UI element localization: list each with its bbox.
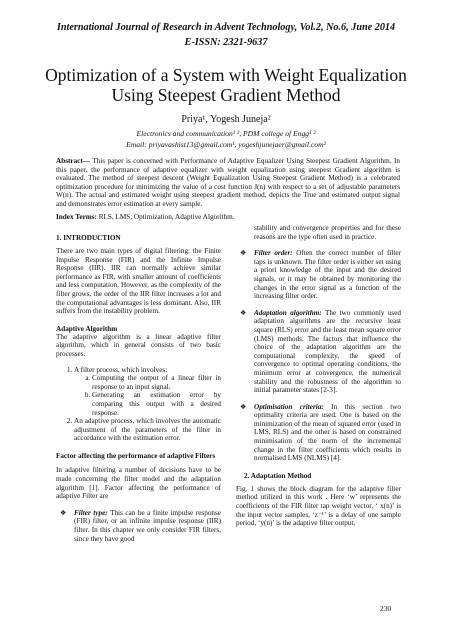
filter-order-text: Often the correct number of filter taps is unknown. The filter order is either set using a priori knowledge of the input and the desired signals, or it may be obtained by monitoring the changes in the error signal as a function of the increasing filter order. bbox=[254, 249, 401, 301]
adaptation-algorithm-text: The two commonly used adaptation algorithms are the recursive least square (RLS) error and the least mean square error (LMS) methods. The factors that influence the choice of the adaptation algorithm are the computational complexity, the speed of convergence to optimal operating conditions, the minimum error at convergence, the numerical stability and the robustness of the algorithm to initial parameter states [2-3]. bbox=[254, 308, 401, 395]
diamond-bullet-icon: ❖ bbox=[60, 508, 67, 517]
adaptive-algorithm-heading: Adaptive Algorithm bbox=[56, 324, 118, 333]
introduction-text: There are two main types of digital filtering: the Finite Impulse Response (FIR) and the Infinite Impulse Response (IIR). IIR can normally achieve similar performance as FIR, with smaller amount of coefficients and less computation. However, as the complexity of the filter grows, the order of the IIR filter increases a lot and the computational advantages is less dominant. Also, IIR suffers from the instability problem. bbox=[56, 247, 221, 316]
adaptation-method-heading: 2. Adaptation Method bbox=[244, 471, 312, 480]
diamond-bullet-icon: ❖ bbox=[240, 402, 247, 411]
list-item bbox=[74, 366, 221, 418]
list-item: b. Generating an estimation error by comparing this output with a desired response. bbox=[92, 391, 221, 417]
adaptation-method-text: Fig. 1 shows the block diagram for the adaptive filter method utilized in this work . Here ‘w’ represents the coefficients of the FIR filter tap weight vector, ‘ x(n)’ is the input vector samples, ‘z⁻¹’ is a delay of one sample period, ‘y(n)’ is the adaptive filter output, bbox=[236, 484, 401, 528]
author-email: Email: priyavashist13@gmail.com¹, yogeshjunejaer@gmail.com² bbox=[126, 140, 326, 149]
adaptive-algorithm-text: The adaptive algorithm is a linear adaptive filter algorithm, which in general consists of two basic processes. bbox=[56, 332, 221, 358]
factor-heading: Factor affecting the performance of adaptive Filters bbox=[56, 451, 216, 460]
filter-type-label: Filter type: bbox=[74, 508, 108, 517]
abstract-label: Abstract— bbox=[56, 157, 90, 165]
sub-list bbox=[74, 374, 221, 417]
index-terms-label: Index Terms: bbox=[56, 213, 97, 221]
abstract-text: This paper is concerned with Performance of Adaptive Equalizer Using Steepest Gradient Algorithm. In this paper, the performance of adaptive equalizer with weight equalization using steepest Gradient algorithm is evaluated. The method of steepest descent (Weight Equalization Using Steepest Gradient Method) is a celebrated optimization procedure for minimizing the value of a cost function J(n) with respect to a set of adjustable parameters W(n). The actual and estimated weight using steepest gradient method, depicts the True and estimated output signal and demonstrates error estimation at every sample. bbox=[56, 157, 400, 208]
optimisation-criteria-label: Optimisation criteria: bbox=[254, 402, 324, 411]
right-column bbox=[236, 224, 401, 528]
optimisation-criteria-text: In this section two optimality criteria are used. One is based on the minimization of the mean of squared error (used in LMS, RLS) and the other is based on constrained minimisation of the norm of the incremental change in the filter coefficients which results in normalised LMS (NLMS) [4]. bbox=[254, 402, 401, 463]
journal-header: International Journal of Research in Advent Technology, Vol.2, No.6, June 2014 bbox=[56, 22, 396, 33]
filter-type-text: This can be a finite impulse response (FIR) filter, or an infinite impulse response (IIR) filter. In this chapter we only consider FIR filters, since they have good bbox=[74, 508, 221, 543]
filter-process-text: A filter process, which involves: bbox=[74, 365, 168, 374]
introduction-heading: 1. INTRODUCTION bbox=[56, 234, 121, 242]
diamond-bullet-icon: ❖ bbox=[240, 308, 247, 317]
list-item: 2. An adaptive process, which involves the automatic adjustment of the parameters of the filter in accordance with the estimation error. bbox=[74, 417, 221, 443]
adaptation-algorithm-label: Adaptation algorithm: bbox=[254, 308, 322, 317]
paper-title-line2: Using Steepest Gradient Method bbox=[111, 85, 341, 105]
page-number: 230 bbox=[380, 604, 392, 613]
list-item: a. Computing the output of a linear filter in response to an input signal. bbox=[92, 374, 221, 391]
filter-type-continued: stability and convergence properties and for these reasons are the type often used in practice. bbox=[254, 224, 401, 241]
bullet-optimisation-criteria bbox=[236, 403, 401, 463]
diamond-bullet-icon: ❖ bbox=[240, 249, 247, 258]
bullet-filter-order bbox=[236, 249, 401, 301]
author-names: Priya¹, Yogesh Juneja² bbox=[181, 114, 271, 125]
issn-header: E-ISSN: 2321-9637 bbox=[184, 37, 268, 48]
index-terms bbox=[56, 213, 400, 222]
index-terms-text: RLS, LMS, Optimization, Adaptive Algorithm. bbox=[96, 213, 235, 221]
factor-text: In adaptive filtering a number of decisions have to be made concerning the filter model and the adaptation algorithm [1]. Factor affecting the performance of adaptive Filter are bbox=[56, 466, 221, 501]
left-column bbox=[56, 234, 221, 543]
process-list bbox=[56, 366, 221, 443]
paper-title-line1: Optimization of a System with Weight Equalization bbox=[45, 65, 407, 85]
author-affiliation: Electronics and communication¹ ², PDM college of Engg¹ ² bbox=[136, 129, 316, 138]
filter-order-label: Filter order: bbox=[254, 249, 293, 258]
abstract bbox=[56, 157, 400, 209]
bullet-adaptation-algorithm bbox=[236, 309, 401, 395]
bullet-filter-type bbox=[56, 509, 221, 543]
